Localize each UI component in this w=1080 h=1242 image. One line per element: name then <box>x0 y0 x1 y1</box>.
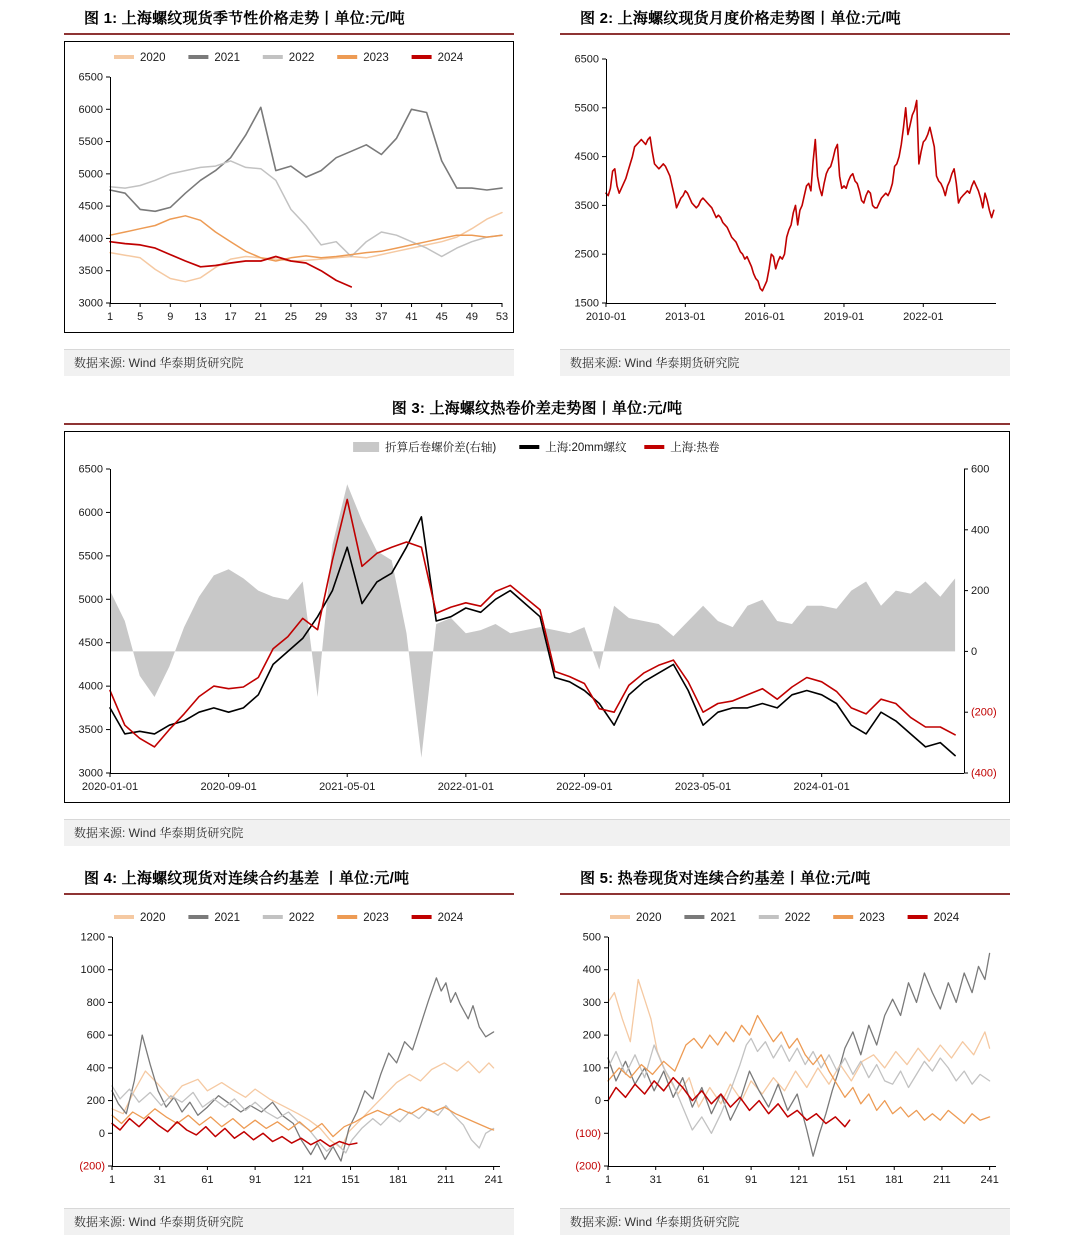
x-tick-label: 211 <box>437 1174 455 1186</box>
y-tick-label: 500 <box>582 931 601 944</box>
x-tick-label: 2020-01-01 <box>81 781 139 793</box>
y-tick-label: 4500 <box>574 151 599 164</box>
x-tick-label: 31 <box>649 1174 662 1186</box>
figure-1-svg <box>64 41 514 333</box>
y-tick-label: 5500 <box>78 136 103 149</box>
x-tick-label: 2024-01-01 <box>793 781 850 793</box>
figure-2-svg <box>560 41 1010 333</box>
x-tick-label: 33 <box>345 311 358 323</box>
y2-tick-label: (400) <box>971 767 997 780</box>
y-tick-label: 6500 <box>78 463 103 476</box>
y2-tick-label: 0 <box>971 645 978 658</box>
legend-label: 2020 <box>140 52 166 64</box>
figure-1 <box>64 8 514 376</box>
figure-2-chart <box>560 41 1010 333</box>
x-tick-label: 181 <box>389 1174 408 1186</box>
y2-tick-label: 400 <box>971 524 990 537</box>
x-tick-label: 5 <box>137 311 144 323</box>
figure-2-title: 图 2: 上海螺纹现货月度价格走势图丨单位:元/吨 <box>580 10 901 27</box>
x-tick-label: 151 <box>341 1174 360 1186</box>
x-tick-label: 1 <box>604 1174 612 1186</box>
y-tick-label: 300 <box>582 996 601 1009</box>
y-tick-label: 400 <box>582 964 601 977</box>
y-tick-label: 1000 <box>80 964 105 977</box>
figure-2-source: 数据来源: Wind 华泰期货研究院 <box>560 349 1010 376</box>
legend-label: 2021 <box>710 912 736 924</box>
figure-3-svg <box>64 431 1010 803</box>
series-y2024 <box>608 1078 850 1127</box>
x-tick-label: 1 <box>108 1174 116 1186</box>
x-tick-label: 2023-05-01 <box>674 781 732 793</box>
y-tick-label: (100) <box>575 1127 601 1140</box>
x-tick-label: 25 <box>284 311 298 323</box>
series-y2020 <box>112 1061 494 1148</box>
y-tick-label: 3000 <box>78 767 103 780</box>
x-tick-label: 91 <box>248 1174 262 1186</box>
figure-3-title: 图 3: 上海螺纹热卷价差走势图丨单位:元/吨 <box>391 400 683 417</box>
x-tick-label: 49 <box>465 311 478 323</box>
y-tick-label: 200 <box>582 1029 601 1042</box>
y2-tick-label: (200) <box>971 706 997 719</box>
title-rule <box>64 33 514 35</box>
y-tick-label: (200) <box>79 1160 105 1173</box>
title-rule <box>64 893 514 895</box>
x-tick-label: 2019-01 <box>823 311 865 323</box>
series-y2024 <box>110 242 351 287</box>
y-tick-label: (200) <box>575 1160 601 1173</box>
y-tick-label: 4000 <box>78 680 103 693</box>
x-tick-label: 241 <box>980 1174 999 1186</box>
title-rule <box>560 893 1010 895</box>
y-tick-label: 800 <box>86 996 105 1009</box>
legend-label: 2024 <box>437 912 464 924</box>
x-tick-label: 2020-09-01 <box>200 781 257 793</box>
x-tick-label: 241 <box>484 1174 503 1186</box>
x-tick-label: 29 <box>314 311 328 323</box>
x-tick-label: 2010-01 <box>585 311 627 323</box>
legend-label: 上海:20mm螺纹 <box>545 442 627 454</box>
legend-label: 2020 <box>636 912 662 924</box>
x-tick-label: 37 <box>375 311 388 323</box>
x-tick-label: 17 <box>224 311 237 323</box>
bottom-row <box>64 868 1010 1235</box>
series-price <box>606 101 994 291</box>
legend-label: 2022 <box>784 912 811 924</box>
x-tick-label: 41 <box>405 311 418 323</box>
legend-label: 2022 <box>288 912 315 924</box>
x-tick-label: 2016-01 <box>744 311 785 323</box>
x-tick-label: 91 <box>744 1174 758 1186</box>
legend-label: 2024 <box>437 52 464 64</box>
figure-4-svg <box>64 901 514 1196</box>
y-tick-label: 6000 <box>78 506 103 519</box>
figure-5-source: 数据来源: Wind 华泰期货研究院 <box>560 1208 1010 1235</box>
y-tick-label: 4500 <box>78 637 103 650</box>
y-tick-label: 1500 <box>574 297 599 310</box>
x-tick-label: 211 <box>933 1174 951 1186</box>
figure-5-title: 图 5: 热卷现货对连续合约基差丨单位:元/吨 <box>580 870 871 887</box>
series-y2021 <box>112 978 494 1161</box>
series-y2021 <box>110 107 502 211</box>
legend-label: 2023 <box>859 912 885 924</box>
y-tick-label: 4500 <box>78 200 103 213</box>
legend-label: 2021 <box>214 912 240 924</box>
y-tick-label: 5500 <box>78 550 103 563</box>
legend-label: 2022 <box>288 52 315 64</box>
y-tick-label: 5000 <box>78 168 103 181</box>
y-tick-label: 200 <box>86 1095 105 1108</box>
figure-1-title: 图 1: 上海螺纹现货季节性价格走势丨单位:元/吨 <box>84 10 405 27</box>
y-tick-label: 600 <box>86 1029 105 1042</box>
x-tick-label: 2022-01-01 <box>437 781 494 793</box>
title-rule <box>560 33 1010 35</box>
legend-label: 2021 <box>214 52 240 64</box>
y-tick-label: 6500 <box>574 53 599 66</box>
x-tick-label: 2021-05-01 <box>319 781 376 793</box>
y-tick-label: 6500 <box>78 71 103 84</box>
title-rule <box>64 423 1010 425</box>
figure-4-source: 数据来源: Wind 华泰期货研究院 <box>64 1208 514 1235</box>
figure-5 <box>560 868 1010 1235</box>
figure-4-title: 图 4: 上海螺纹现货对连续合约基差 丨单位:元/吨 <box>84 870 410 887</box>
series-y2024 <box>112 1117 357 1147</box>
series-y2023 <box>112 1107 494 1137</box>
figure-2 <box>560 8 1010 376</box>
figure-5-chart <box>560 901 1010 1196</box>
legend-label: 折算后卷螺价差(右轴) <box>385 442 497 454</box>
y-tick-label: 5000 <box>78 593 103 606</box>
legend-swatch <box>353 442 379 452</box>
x-tick-label: 21 <box>254 311 267 323</box>
legend-label: 上海:热卷 <box>670 442 720 454</box>
x-tick-label: 1 <box>106 311 114 323</box>
x-tick-label: 2013-01 <box>665 311 706 323</box>
figure-3 <box>64 398 1010 846</box>
y-tick-label: 0 <box>594 1095 601 1108</box>
x-tick-label: 181 <box>885 1174 904 1186</box>
legend-label: 2023 <box>363 52 389 64</box>
y-tick-label: 400 <box>86 1062 105 1075</box>
series-y2021 <box>608 953 990 1156</box>
figure-4 <box>64 868 514 1235</box>
figure-3-chart <box>64 431 1010 803</box>
y2-tick-label: 600 <box>971 463 990 476</box>
y-tick-label: 3500 <box>574 199 599 212</box>
figure-3-source: 数据来源: Wind 华泰期货研究院 <box>64 819 1010 846</box>
y-tick-label: 4000 <box>78 232 103 245</box>
y-tick-label: 6000 <box>78 103 103 116</box>
x-tick-label: 13 <box>194 311 207 323</box>
series-spread <box>110 484 955 758</box>
figure-4-chart <box>64 901 514 1196</box>
y-tick-label: 3500 <box>78 724 103 737</box>
x-tick-label: 2022-01 <box>903 311 944 323</box>
y-tick-label: 0 <box>98 1127 105 1140</box>
legend-label: 2023 <box>363 912 389 924</box>
x-tick-label: 121 <box>293 1174 312 1186</box>
series-y2020 <box>110 213 502 282</box>
legend-label: 2020 <box>140 912 166 924</box>
x-tick-label: 61 <box>201 1174 214 1186</box>
legend-label: 2024 <box>933 912 960 924</box>
figure-1-chart <box>64 41 514 333</box>
y-tick-label: 100 <box>582 1062 601 1075</box>
figure-5-svg <box>560 901 1010 1196</box>
top-row <box>64 8 1010 376</box>
y-tick-label: 3000 <box>78 297 103 310</box>
x-tick-label: 53 <box>495 311 509 323</box>
x-tick-label: 31 <box>153 1174 166 1186</box>
x-tick-label: 61 <box>697 1174 710 1186</box>
x-tick-label: 45 <box>435 311 448 323</box>
y-tick-label: 1200 <box>80 931 105 944</box>
y-tick-label: 3500 <box>78 265 103 278</box>
x-tick-label: 2022-09-01 <box>556 781 613 793</box>
x-tick-label: 9 <box>167 311 174 323</box>
figure-1-source: 数据来源: Wind 华泰期货研究院 <box>64 349 514 376</box>
y-tick-label: 2500 <box>574 248 599 261</box>
x-tick-label: 121 <box>789 1174 808 1186</box>
x-tick-label: 151 <box>837 1174 856 1186</box>
series-y2022 <box>608 1038 990 1133</box>
series-y2022 <box>110 161 502 257</box>
y-tick-label: 5500 <box>574 102 599 115</box>
y2-tick-label: 200 <box>971 585 990 598</box>
